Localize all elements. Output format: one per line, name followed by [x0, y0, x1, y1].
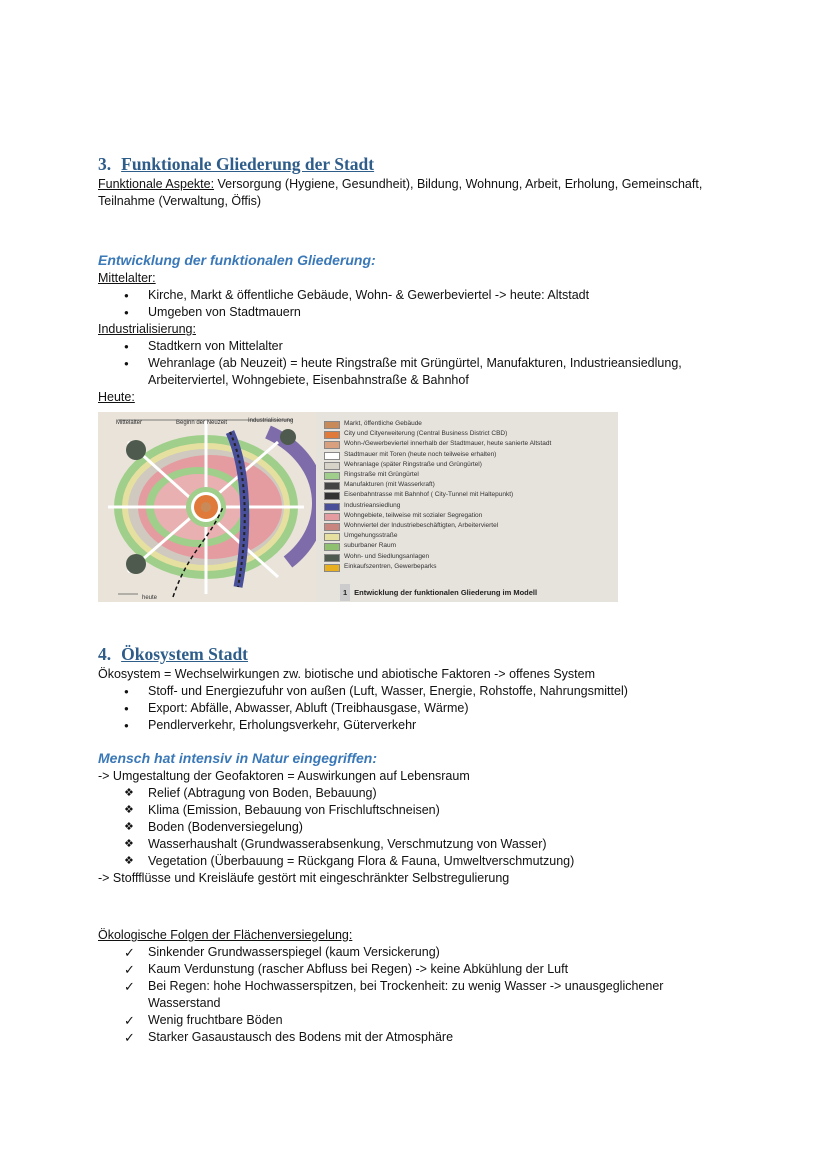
axis-label-heute: heute	[142, 595, 158, 601]
legend-item	[344, 471, 419, 479]
legend-label: Wohn-/Gewerbeviertel innerhalb der Stadtmauer, heute sanierte Altstadt	[344, 440, 552, 448]
legend-item	[344, 451, 496, 459]
legend-item	[344, 512, 482, 520]
city-model-diagram	[98, 412, 316, 602]
legend-label: City und Cityerweiterung (Central Business District CBD)	[344, 430, 508, 438]
legend-swatch	[324, 452, 340, 460]
legend-item	[344, 491, 513, 499]
legend-swatch	[324, 431, 340, 439]
list-item: ✓ Kaum Verdunstung (rascher Abfluss bei Regen) -> keine Abkühlung der Luft	[98, 961, 738, 978]
legend-item	[344, 440, 551, 448]
legend-swatch	[324, 533, 340, 541]
legend-item	[344, 430, 507, 438]
figure-caption-number: 1	[340, 584, 350, 601]
list-item: ❖ Vegetation (Überbauung = Rückgang Flora & Fauna, Umweltverschmutzung)	[98, 853, 738, 870]
legend-label: Industrieansiedlung	[344, 501, 401, 509]
list-item: ✓ Starker Gasaustausch des Bodens mit der Atmosphäre	[98, 1029, 738, 1046]
legend-label: Einkaufszentren, Gewerbeparks	[344, 562, 437, 570]
legend-item	[344, 502, 400, 510]
legend-label: Manufakturen (mit Wasserkraft)	[344, 481, 435, 489]
section-3-heading	[98, 152, 738, 176]
legend-label: Wohnviertel der Industriebeschäftigten, Arbeiterviertel	[344, 522, 499, 529]
list-item: ● Export: Abfälle, Abwasser, Abluft (Treibhausgase, Wärme)	[98, 700, 738, 717]
legend-item	[344, 542, 396, 550]
legend-label: Ringstraße mit Grüngürtel	[344, 471, 419, 478]
aspects-label: Funktionale Aspekte:	[98, 177, 215, 191]
legend-label: Wehranlage (später Ringstraße und Grüngürtel)	[344, 460, 482, 468]
section-3-number: 3.	[98, 154, 112, 174]
legend-swatch	[324, 492, 340, 500]
figure-caption	[340, 584, 537, 601]
industrialisierung-label: Industrialisierung:	[98, 322, 196, 336]
legend-swatch	[324, 503, 340, 511]
aspects-text: Versorgung (Hygiene, Gesundheit), Bildung, Wohnung, Arbeit, Erholung, Gemeinschaft, Teilnahme (Verwaltung, Öffis)	[98, 177, 703, 208]
stofffluesse-text: -> Stoffflüsse und Kreisläufe gestört mit eingeschränkter Selbstregulierung	[98, 871, 510, 885]
legend-label: Wohngebiete, teilweise mit sozialer Segregation	[344, 511, 483, 519]
legend-item	[344, 481, 435, 489]
mittelalter-list	[98, 287, 738, 321]
legend-label: suburbaner Raum	[344, 542, 397, 550]
list-item: ✓ Sinkender Grundwasserspiegel (kaum Versickerung)	[98, 944, 738, 961]
list-item: ❖ Klima (Emission, Bebauung von Frischluftschneisen)	[98, 802, 738, 819]
legend-label: Markt, öffentliche Gebäude	[344, 420, 422, 427]
list-item: ● Stoff- und Energiezufuhr von außen (Luft, Wasser, Energie, Rohstoffe, Nahrungsmittel)	[98, 683, 738, 700]
legend-swatch	[324, 462, 340, 470]
section-4-heading	[98, 642, 738, 666]
legend-item	[344, 532, 397, 540]
legend-label: Stadtmauer mit Toren (heute noch teilweise erhalten)	[344, 450, 497, 458]
list-item: ● Umgeben von Stadtmauern	[98, 304, 738, 321]
legend-swatch	[324, 441, 340, 449]
axis-label-mittelalter: Mittelalter	[116, 420, 143, 426]
list-item: ● Wehranlage (ab Neuzeit) = heute Ringstraße mit Grüngürtel, Manufakturen, Industrieansiedlung, Arbeiterviertel, Wohngebiete, Eisenbahnstraße & Bahnhof	[98, 355, 738, 389]
heute-label: Heute:	[98, 390, 135, 404]
list-item: ✓ Wenig fruchtbare Böden	[98, 1012, 738, 1029]
section-4-number: 4.	[98, 644, 112, 664]
aspects-paragraph	[98, 176, 738, 210]
legend-item	[344, 420, 422, 428]
legend-swatch	[324, 554, 340, 562]
legend-item	[344, 522, 498, 530]
entwicklung-heading: Entwicklung der funktionalen Gliederung:	[98, 252, 376, 268]
legend-swatch	[324, 482, 340, 490]
folgen-label: Ökologische Folgen der Flächenversiegelung:	[98, 928, 353, 942]
list-item: ✓ Bei Regen: hohe Hochwasserspitzen, bei Trockenheit: zu wenig Wasser -> unausgeglichener Wasserstand	[98, 978, 738, 1012]
industrialisierung-list	[98, 338, 738, 389]
city-model-figure	[98, 412, 618, 602]
umgestaltung-text: -> Umgestaltung der Geofaktoren = Auswirkungen auf Lebensraum	[98, 769, 470, 783]
axis-label-industrialisierung: Industrialisierung	[248, 418, 294, 424]
mensch-heading: Mensch hat intensiv in Natur eingegriffen:	[98, 750, 378, 766]
folgen-list	[98, 944, 738, 1046]
legend-item	[344, 553, 429, 561]
list-item: ● Kirche, Markt & öffentliche Gebäude, Wohn- & Gewerbeviertel -> heute: Altstadt	[98, 287, 738, 304]
legend-swatch	[324, 472, 340, 480]
list-item: ❖ Boden (Bodenversiegelung)	[98, 819, 738, 836]
list-item: ❖ Relief (Abtragung von Boden, Bebauung)	[98, 785, 738, 802]
legend-label: Umgehungsstraße	[344, 532, 398, 540]
figure-caption-text: Entwicklung der funktionalen Gliederung im Modell	[354, 588, 538, 597]
oekosystem-intro: Ökosystem = Wechselwirkungen zw. biotische und abiotische Faktoren -> offenes System	[98, 667, 596, 681]
city-model-svg	[98, 412, 316, 602]
section-3-title: Funktionale Gliederung der Stadt	[121, 154, 375, 174]
axis-label-neuzeit: Beginn der Neuzeit	[176, 420, 228, 426]
list-item: ● Stadtkern von Mittelalter	[98, 338, 738, 355]
document-page	[98, 152, 738, 1046]
legend-label: Eisenbahntrasse mit Bahnhof ( City-Tunnel mit Haltepunkt)	[344, 491, 514, 499]
legend-item	[344, 461, 482, 469]
legend-item	[344, 563, 437, 571]
legend-swatch	[324, 523, 340, 531]
mittelalter-label: Mittelalter:	[98, 271, 156, 285]
legend-swatch	[324, 543, 340, 551]
legend-swatch	[324, 564, 340, 572]
list-item: ❖ Wasserhaushalt (Grundwasserabsenkung, Verschmutzung von Wasser)	[98, 836, 738, 853]
legend-swatch	[324, 513, 340, 521]
legend-swatch	[324, 421, 340, 429]
section-4-title: Ökosystem Stadt	[121, 644, 249, 664]
list-item: ● Pendlerverkehr, Erholungsverkehr, Güterverkehr	[98, 717, 738, 734]
figure-legend	[316, 412, 618, 602]
oekosystem-list	[98, 683, 738, 734]
legend-label: Wohn- und Siedlungsanlagen	[344, 552, 430, 560]
geofaktoren-list	[98, 785, 738, 870]
